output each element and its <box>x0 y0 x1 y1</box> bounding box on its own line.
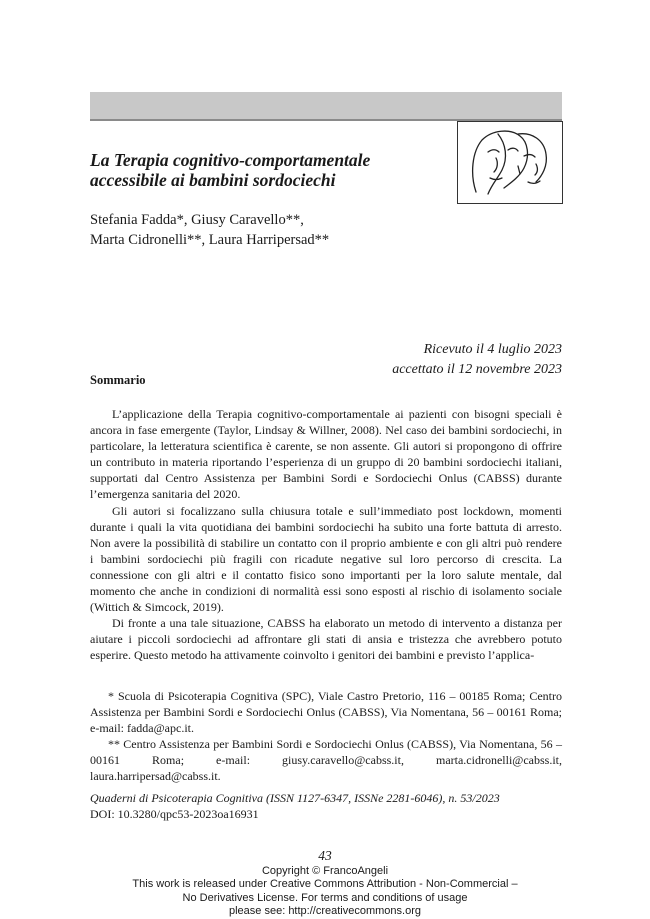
received-date: Ricevuto il 4 luglio 2023 <box>423 342 562 357</box>
abstract-paragraph: L’applicazione della Terapia cognitivo-comportamentale ai pazienti con bisogni speciali è ancora in fase emergente (Taylor, Lindsay & Willner, 2008). Nel caso dei bambini sordociechi, in particolare, la letteratura scientifica è carente, se non assente. Gli autori si propongono di offrire un contributo in materia riportando l’esperienza di un gruppo di 20 bambini sordociechi italiani, supportati dal Centro Assistenza per Bambini Sordi e Sordociechi Onlus (CABSS) durante l’emergenza sanitaria del 2020. <box>90 407 562 502</box>
journal-reference: Quaderni di Psicoterapia Cognitiva (ISSN 1127-6347, ISSNe 2281-6046), n. 53/2023 <box>90 791 500 805</box>
header-band <box>90 92 562 121</box>
abstract-paragraph: Di fronte a una tale situazione, CABSS ha elaborato un metodo di intervento a distanza per aiutare i piccoli sordociechi ad affrontare gli stati di ansia e tristezza che avrebbero potuto esperire. Questo metodo ha attivamente coinvolto i genitori dei bambini e previsto l’applica- <box>90 616 562 663</box>
two-faces-line-drawing-icon <box>458 122 562 203</box>
article-title <box>90 150 440 190</box>
author-line: Stefania Fadda*, Giusy Caravello**, <box>90 212 304 228</box>
license-line: No Derivatives License. For terms and conditions of usage <box>182 891 468 904</box>
title-line: La Terapia cognitivo-comportamentale <box>90 150 371 170</box>
license-line: please see: http://creativecommons.org <box>229 904 421 917</box>
license-line: This work is released under Creative Commons Attribution - Non-Commercial – <box>132 878 518 891</box>
footnotes <box>90 688 562 784</box>
doi: DOI: 10.3280/qpc53-2023oa16931 <box>90 807 259 821</box>
footnote: ** Centro Assistenza per Bambini Sordi e Sordociechi Onlus (CABSS), Via Nomentana, 56 – 00161 Roma; e-mail: giusy.caravello@cabss.it, marta.cidronelli@cabss.it, laura.harripersad@cabss.it. <box>90 737 562 783</box>
license-notice <box>0 865 650 918</box>
page-number: 43 <box>318 848 332 863</box>
author-list <box>90 210 329 250</box>
title-line: accessibile ai bambini sordociechi <box>90 170 336 190</box>
abstract-body <box>90 406 562 664</box>
author-line: Marta Cidronelli**, Laura Harripersad** <box>90 232 330 248</box>
abstract-heading: Sommario <box>90 373 146 387</box>
citation <box>90 790 562 822</box>
license-line: Copyright © FrancoAngeli <box>261 865 389 877</box>
footnote: * Scuola di Psicoterapia Cognitiva (SPC), Viale Castro Pretorio, 116 – 00185 Roma; Centro Assistenza per Bambini Sordi e Sordociechi Onlus (CABSS), Via Nomentana, 56 – 00161 Roma; e-mail: fadda@apc.it. <box>90 689 562 735</box>
abstract-paragraph: Gli autori si focalizzano sulla chiusura totale e sull’immediato post lockdown, momenti durante i quali la vita quotidiana dei bambini sordociechi ha subito una forte battuta di arresto. Non avere la possibilità di stabilire un contatto con il proprio ambiente e con gli altri può rendere i bambini sordociechi più fragili con ricadute negative sul loro percorso di crescita. La connessione con gli altri e il contatto fisico sono importanti per la loro salute mentale, dal momento che anche in condizioni di normalità essi sono esposti al rischio di isolamento sociale (Wittich & Simcock, 2019). <box>90 503 562 615</box>
accepted-date: accettato il 12 novembre 2023 <box>392 362 562 377</box>
article-dates <box>392 340 562 380</box>
journal-logo <box>457 121 563 204</box>
